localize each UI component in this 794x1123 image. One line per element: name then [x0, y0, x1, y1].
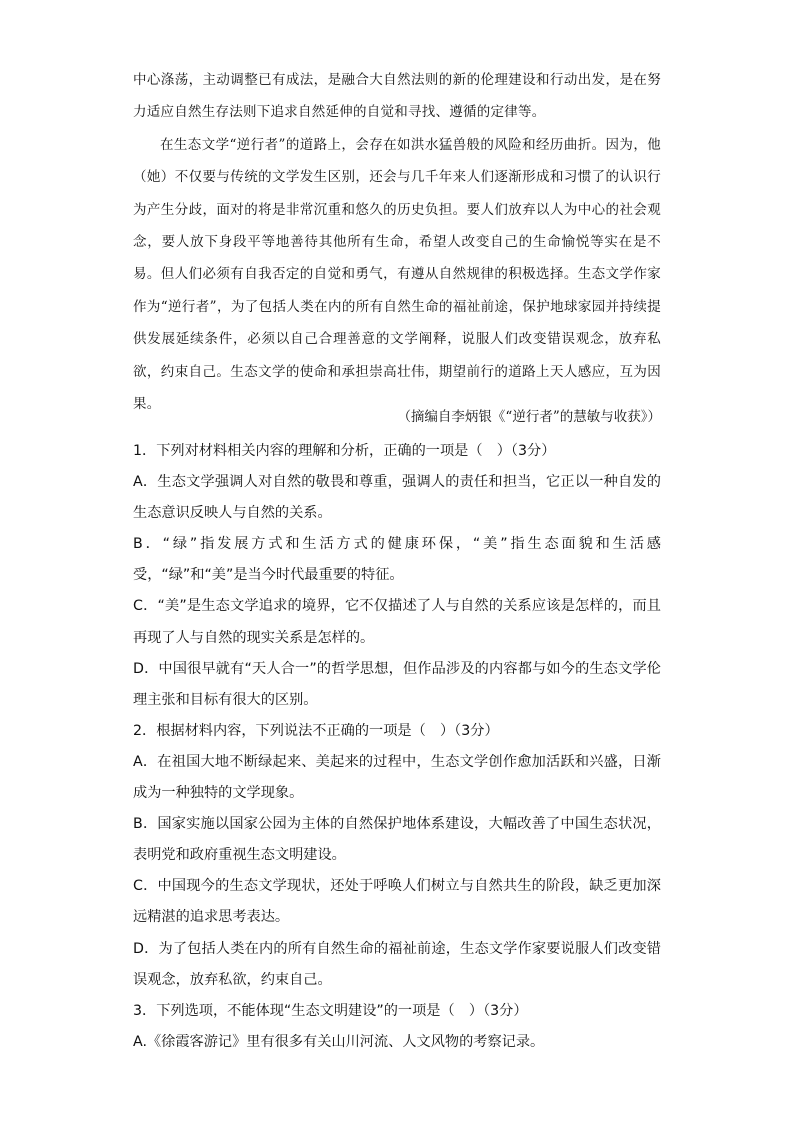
question-stem: 1．下列对材料相关内容的理解和分析，正确的一项是（ ）（3分）	[133, 443, 556, 459]
question-option: A．生态文学强调人对自然的敬畏和尊重，强调人的责任和担当，它正以一种自发的生态意识反映人与自然的关系。	[133, 474, 661, 522]
passage-paragraph: 在生态文学“逆行者”的道路上，会存在如洪水猛兽般的风险和经历曲折。因为，他（她）不仅要与传统的文学发生区别，还会与几千年来人们逐渐形成和习惯了的认识行为产生分歧，面对的将是非常沉重和悠久的历史负担。要人们放弃以人为中心的社会观念，要人放下身段平等地善待其他所有生命，希望人改变自己的生命愉悦等实在是不易。但人们必须有自我否定的自觉和勇气，有遵从自然规律的积极选择。生态文学作家作为“逆行者”，为了包括人类在内的所有自然生命的福祉前途，保护地球家园并持续提供发展延续条件，必须以自己合理善意的文学阐释，说服人们改变错误观念，放弃私欲，约束自己。生态文学的使命和承担崇高壮伟，期望前行的道路上天人感应，互为因果。	[133, 136, 661, 413]
question-stem: 2．根据材料内容，下列说法不正确的一项是（ ）（3分）	[133, 722, 499, 739]
question-option: D．中国很早就有“天人合一”的哲学思想，但作品涉及的内容都与如今的生态文学伦理主张和目标有很大的区别。	[133, 660, 661, 708]
question-option: D．为了包括人类在内的所有自然生命的福祉前途，生态文学作家要说服人们改变错误观念，放弃私欲，约束自己。	[133, 940, 661, 988]
passage-source: （摘编自李炳银《“逆行者”的慧敏与收获》）	[397, 409, 661, 425]
question-option: C．中国现今的生态文学现状，还处于呼唤人们树立与自然共生的阶段，缺乏更加深远精湛的追求思考表达。	[133, 878, 661, 926]
reading-passage	[133, 64, 661, 420]
question-stem: 3．下列选项，不能体现“生态文明建设”的一项是（ ）（3分）	[133, 1002, 528, 1019]
question-option: B．国家实施以国家公园为主体的自然保护地体系建设，大幅改善了中国生态状况，表明党和政府重视生态文明建设。	[133, 816, 661, 864]
question-option: A．在祖国大地不断绿起来、美起来的过程中，生态文学创作愈加活跃和兴盛，日渐成为一种独特的文学现象。	[133, 753, 661, 802]
question-option: B．“绿”指发展方式和生活方式的健康环保，“美”指生态面貌和生活感受，“绿”和“美”是当今时代最重要的特征。	[133, 536, 661, 584]
question-list	[133, 436, 661, 1058]
passage-paragraph: 中心涤荡，主动调整已有成法，是融合大自然法则的新的伦理建设和行动出发，是在努力适应自然生存法则下追求自然延伸的自觉和寻找、遵循的定律等。	[133, 72, 661, 121]
question-option: A.《徐霞客游记》里有很多有关山川河流、人文风物的考察记录。	[133, 1033, 545, 1050]
question-option: C．“美”是生态文学追求的境界，它不仅描述了人与自然的关系应该是怎样的，而且再现了人与自然的现实关系是怎样的。	[133, 598, 661, 646]
